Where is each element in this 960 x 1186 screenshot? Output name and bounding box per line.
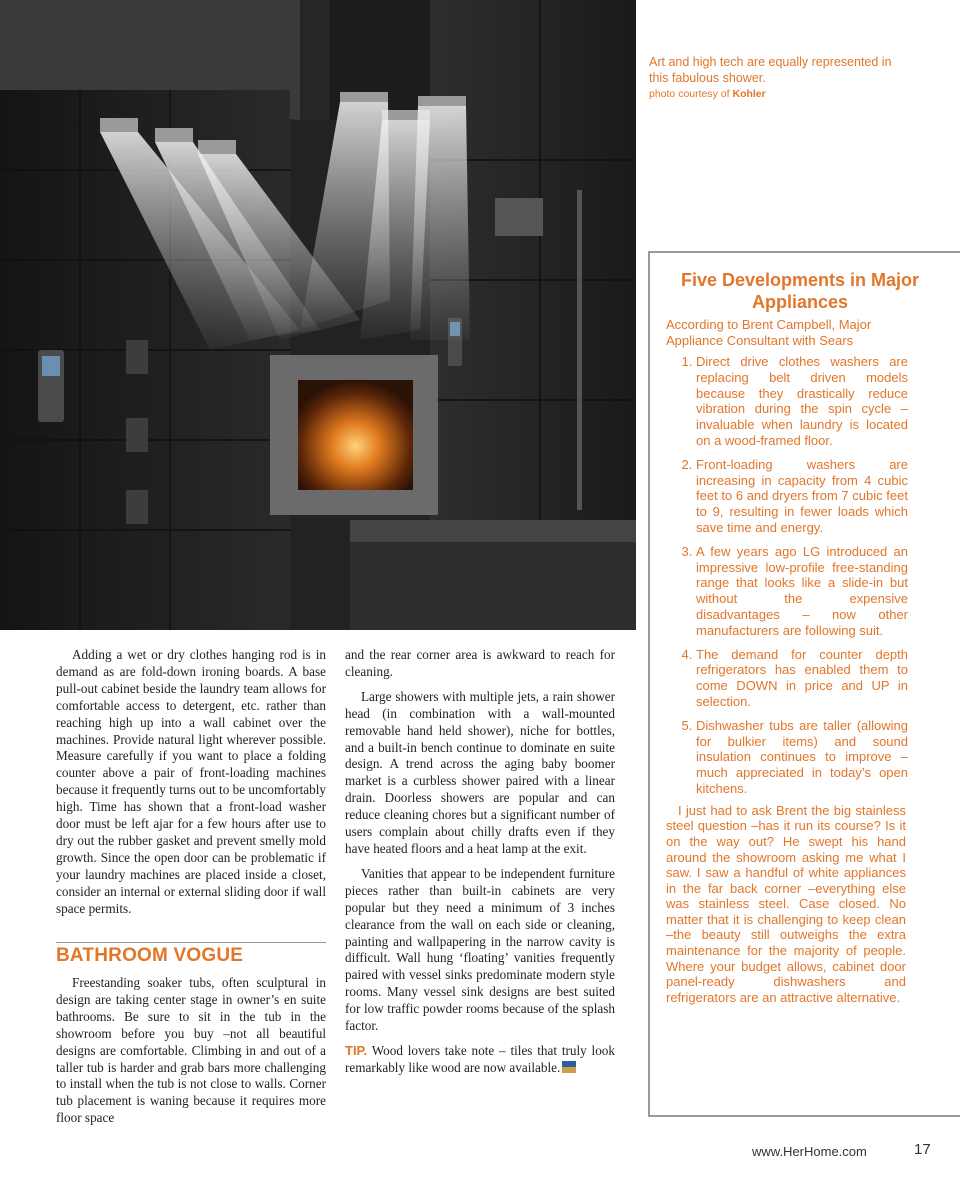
tip-paragraph [345,1043,615,1077]
end-mark-icon [562,1061,576,1073]
caption-text: Art and high tech are equally represented in this fabulous shower. [649,55,892,85]
body-column-1 [56,647,326,926]
paragraph: Freestanding soaker tubs, often sculptural in design are taking center stage in owner’s en suite bathrooms. Be sure to sit in the tub in the showroom before you buy –not all beautiful designs are comfortable. Climbing in and out of a taller tub is harder and grab bars more challenging to install when the tub is not close to walls. Corner tub placement is waning because it requires more floor space [56,975,326,1126]
section-divider [56,942,326,943]
tip-label: TIP. [345,1042,368,1058]
section-heading: BATHROOM VOGUE [56,945,244,966]
list-item: 2. Front-loading washers are increasing in capacity from 4 cubic feet to 6 and dryers from 7 cubic feet to 9, resulting in fewer loads which save time and energy. [696,457,908,536]
sidebar-title: Five Developments in Major Appliances [680,270,920,312]
paragraph: and the rear corner area is awkward to reach for cleaning. [345,647,615,679]
list-item: 4. The demand for counter depth refrigerators has enabled them to come DOWN in price and UP in selection. [696,647,908,710]
list-item: 3. A few years ago LG introduced an impressive low-profile free-standing range that looks like a slide-in but without the expensive disadvantages – now other manufacturers are following suit. [696,544,908,639]
tip-text: Wood lovers take note – tiles that truly look remarkably like wood are now available. [345,1042,615,1075]
sidebar-byline: According to Brent Campbell, Major Appliance Consultant with Sears [666,317,872,348]
paragraph: Adding a wet or dry clothes hanging rod is in demand as are fold-down ironing boards. A base pull-out cabinet beside the laundry team allows for comfortable access to detergent, etc. rather than reaching high up into a wall cabinet over the machines. Provide natural light wherever possible. Measure carefully if you want to place a folding counter above a pair of front-loading machines because it frequently turns out to be uncomfortably high. Time has shown that a front-load washer door must be left ajar for a few hours after use to dry out the rubber gasket and prevent smelly mold growth. Since the open door can be problematic if your laundry machines are placed inside a closet, consider an internal or external sliding door if wall space permits. [56,647,326,916]
list-item: 5. Dishwasher tubs are taller (allowing for bulkier items) and sound insulation continues to improve –much appreciated in today’s open kitchens. [696,718,908,797]
body-column-1-continued [56,975,326,1135]
credit-name: Kohler [732,88,766,100]
credit-prefix: photo courtesy of [649,88,730,100]
footer-url[interactable]: www.HerHome.com [752,1144,867,1159]
page-number: 17 [914,1141,931,1158]
paragraph: Large showers with multiple jets, a rain shower head (in combination with a wall-mounted removable hand held shower), niche for bottles, and a built-in bench continue to dominate en suite design. A trend across the aging baby boomer market is a curbless shower paired with a linear drain. Doorless showers are popular and can reduce cleaning chores but a significant number of users complain about chilly drafts even if they have heated floors and a heat lamp at the exit. [345,688,615,856]
body-column-2 [345,647,615,1085]
developments-list [650,354,908,797]
sidebar-quote: I just had to ask Brent the big stainless steel question –has it run its course? Is it on the way out? He swept his hand around the showroom asking me what I saw. I saw a handful of white appliances in the far back corner –everything else was stainless steel. Case closed. No matter that it is challenging to keep clean –the beauty still outweighs the extra maintenance for the majority of people. Where your budget allows, cabinet door panel-ready dishwashers and refrigerators are an attractive alternative. [666,802,906,1005]
appliances-sidebar [648,251,960,1117]
paragraph: Vanities that appear to be independent furniture pieces rather than built-in cabinets are very popular but they need a minimum of 3 inches clearance from the wall on each side or cleaning, painting and wallpapering in the narrow cavity is difficult. Wall hung ‘floating’ vanities frequently paired with vessel sinks predominate modern style rooms. Many vessel sink designs are best suited for low traffic powder rooms because of the splash factor. [345,865,615,1034]
list-item: 1. Direct drive clothes washers are replacing belt driven models because they drastically reduce vibration during the spin cycle –invaluable when laundry is located on a wood-framed floor. [696,354,908,449]
shower-photo [0,0,636,630]
photo-credit [649,86,909,102]
photo-caption [649,54,909,102]
